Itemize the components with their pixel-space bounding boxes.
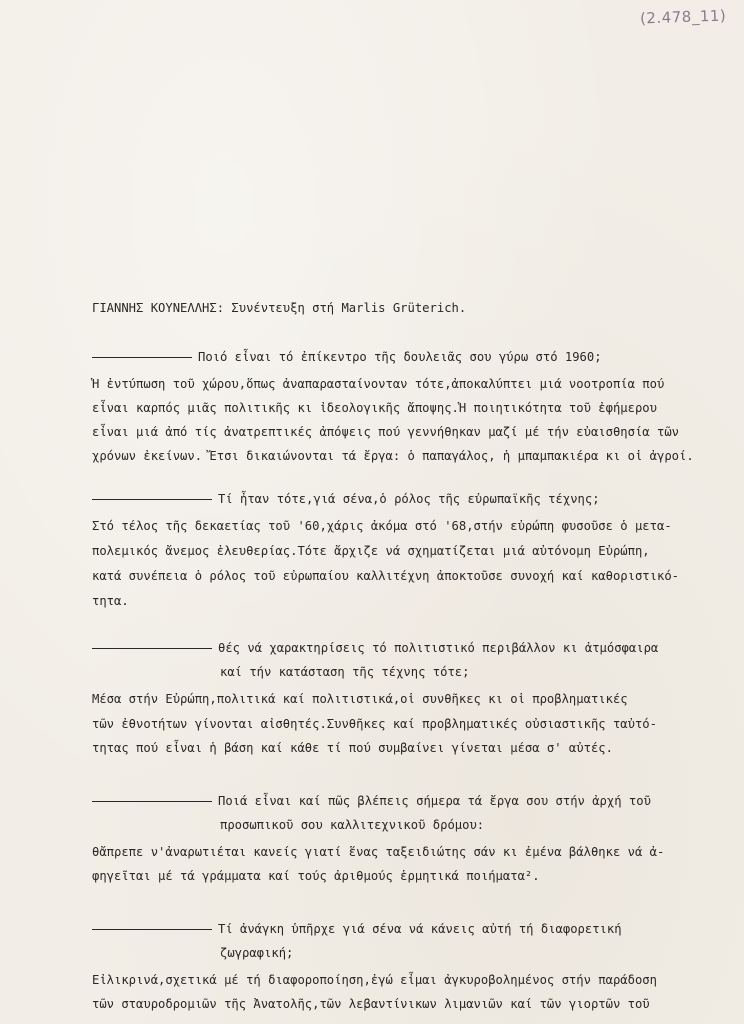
question-3 [92,641,658,655]
question-2-line-1: Τί ἦταν τότε,γιά σένα,ὁ ρόλος τῆς εὐρωπαϊκῆς τέχνης; [218,492,600,506]
question-3-line-1: θές νά χαρακτηρίσεις τό πολιτιστικό περιβάλλον κι ἀτμόσφαιρα [218,641,659,655]
question-2 [92,492,600,506]
answer-1-line-3: εἶναι μιά ἀπό τίς ἀνατρεπτικές ἀπόψεις πού γεννήθηκαν μαζί μέ τήν εὐαισθησία τῶν [92,425,679,439]
question-4-line-1: Ποιά εἶναι καί πῶς βλέπεις σήμερα τά ἔργα σου στήν ἀρχή τοῦ [218,794,651,808]
question-5 [92,922,622,936]
answer-5-line-1: Εἰλικρινά,σχετικά μέ τή διαφοροποίηση,ἐγώ εἶμαι ἀγκυροβολημένος στήν παράδοση [92,973,657,987]
question-dash [92,801,212,802]
question-dash [92,357,192,358]
answer-3-line-2: τῶν ἐθνοτήτων γίνονται αἰσθητές.Συνθῆκες καί προβληματικές οὐσιαστικῆς ταὐτό- [92,717,657,731]
question-5-line-2: ζωγραφική; [220,946,294,960]
handwritten-annotation: (2.478_11) [639,6,727,28]
answer-2-line-4: τητα. [92,594,129,608]
question-1 [92,350,602,364]
question-1-line-1: Ποιό εἶναι τό ἐπίκεντρο τῆς δουλειᾶς σου γύρω στό 1960; [198,350,602,364]
question-dash [92,499,212,500]
answer-5-line-2: τῶν σταυροδρομιῶν τῆς Ἀνατολῆς,τῶν λεβαντίνικων λιμανιῶν καί τῶν γιορτῶν τοῦ [92,997,650,1011]
answer-1-line-2: εἶναι καρπός μιᾶς πολιτικῆς κι ἰδεολογικῆς ἄποψης.Ἡ ποιητικότητα τοῦ ἐφήμερου [92,401,657,415]
question-dash [92,929,212,930]
answer-3-line-3: τητας πού εἶναι ἡ βάση καί κάθε τί πού συμβαίνει γίνεται μέσα σ' αὐτές. [92,741,613,755]
answer-3-line-1: Μέσα στήν Εὐρώπη,πολιτικά καί πολιτιστικά,οἱ συνθῆκες κι οἱ προβληματικές [92,692,628,706]
question-5-line-1: Τί ἀνάγκη ὑπῆρχε γιά σένα νά κάνεις αὐτή τή διαφορετική [218,922,622,936]
answer-1-line-1: Ἡ ἐντύπωση τοῦ χώρου,ὅπως ἀναπαρασταίνονταν τότε,ἀποκαλύπτει μιά νοοτροπία πού [92,377,665,391]
answer-4-line-2: φηγεῖται μέ τά γράμματα καί τούς ἀριθμούς ἑρμητικά ποιήματα². [92,869,540,883]
question-4 [92,794,651,808]
question-3-line-2: καί τήν κατάσταση τῆς τέχνης τότε; [220,665,470,679]
question-4-line-2: προσωπικοῦ σου καλλιτεχνικοῦ δρόμου: [220,818,485,832]
answer-2-line-1: Στό τέλος τῆς δεκαετίας τοῦ '60,χάρις ἀκόμα στό '68,στήν εὐρώπη φυσοῦσε ὁ μετα- [92,519,672,533]
answer-2-line-2: πολεμικός ἄνεμος ἐλευθερίας.Τότε ἄρχιζε νά σχηματίζεται μιά αὐτόνομη Εὐρώπη, [92,544,650,558]
document-title: ΓΙΑΝΝΗΣ ΚΟΥΝΕΛΛΗΣ: Συνέντευξη στή Marlis Grüterich. [92,301,467,315]
question-dash [92,648,212,649]
answer-4-line-1: θἄπρεπε ν'ἀναρωτιέται κανείς γιατί ἕνας ταξειδιώτης σάν κι ἐμένα βάλθηκε νά ἀ- [92,845,665,859]
answer-2-line-3: κατά συνέπεια ὁ ρόλος τοῦ εὐρωπαίου καλλιτέχνη ἀποκτοῦσε συνοχή καί καθοριστικό- [92,569,679,583]
answer-1-line-4: χρόνων ἐκείνων. Ἔτσι δικαιώνονται τά ἔργα: ὁ παπαγάλος, ἡ μπαμπακιέρα κι οἱ ἀγροί. [92,449,694,463]
